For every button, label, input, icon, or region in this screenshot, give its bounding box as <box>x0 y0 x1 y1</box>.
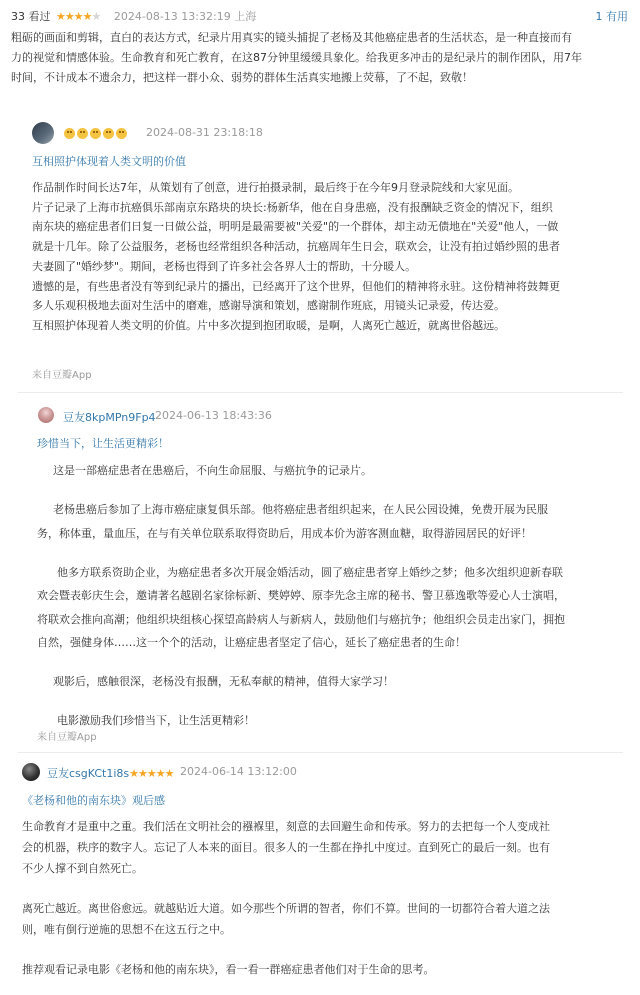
review-line: 务，称体重，量血压，在与有关单位联系取得资助后，用成本价为游客测血糖，取得游园居民的好评！ <box>37 526 532 540</box>
star-icon: ★ <box>64 10 74 23</box>
review-line: 推荐观看记录电影《老杨和他的南东块》，看一看一群癌症患者他们对于生命的思考。 <box>22 963 435 976</box>
review-title[interactable]: 互相照护体现着人类文明的价值 <box>32 155 186 168</box>
divider <box>18 392 623 393</box>
star-icon: ★ <box>82 10 92 23</box>
rating-stars <box>129 767 173 780</box>
watch-count: 33 看过 <box>11 10 51 23</box>
review-line: 这是一部癌症患者在患癌后，不向生命屈服、与癌抗争的记录片。 <box>53 464 372 477</box>
review-title[interactable]: 珍惜当下，让生活更精彩！ <box>37 437 169 450</box>
username-link[interactable]: 豆友8kpMPn9Fp4 <box>63 411 156 424</box>
review-line: 多人乐观积极地去面对生活中的磨难，感谢导演和策划，感谢制作班底，用镜头记录爱，传达爱。 <box>32 299 505 313</box>
review-line: 老杨患癌后参加了上海市癌症康复俱乐部。他将癌症患者组织起来，在人民公园设摊，免费开展为民服 <box>53 503 548 517</box>
star-icon: ★ <box>73 10 83 23</box>
star-icon: ★ <box>155 767 165 780</box>
review-line: 互相照护体现着人类文明的价值。片中多次提到抱团取暖，是啊，人离死亡越近，就离世俗越远。 <box>32 318 505 332</box>
review-line: 会的机器，秩序的数字人。忘记了人本来的面目。很多人的一生都在挣扎中度过。直到死亡的最后一刻。也有 <box>22 841 550 854</box>
review-line: 力的视觉和情感体验。生命教育和死亡教育，在这87分钟里缓缓具象化。给我更多冲击的是纪录片的制作团队，用7年 <box>11 51 582 64</box>
review-line: 粗砺的画面和剪辑，直白的表达方式，纪录片用真实的镜头捕捉了老杨及其他癌症患者的生活状态，是一种直接而有 <box>11 31 572 44</box>
source-label: 来自豆瓣App <box>37 732 97 743</box>
star-icon: ★ <box>164 767 174 780</box>
emoji-icon <box>103 128 114 139</box>
review-line: 南东块的癌症患者们日复一日做公益，明明是最需要被"关爱"的一个群体，却主动无债地在"关爱"他人，一做 <box>32 220 559 234</box>
review-line: 时间，不计成本不遗余力，把这样一群小众、弱势的群体生活真实地搬上荧幕，了不起，致敬！ <box>11 71 473 84</box>
star-icon: ★ <box>91 10 101 23</box>
review-line: 则，唯有倒行逆施的思想不在这五行之中。 <box>22 923 231 936</box>
review-line: 将联欢会推向高潮；他组织块组核心探望高龄病人与新病人，鼓励他们与癌抗争；他组织会员走出家门，拥抱 <box>37 612 565 626</box>
emoji-icon <box>64 128 75 139</box>
star-icon: ★ <box>146 767 156 780</box>
avatar[interactable] <box>32 122 54 144</box>
star-icon: ★ <box>129 767 139 780</box>
review-line: 自然，强健身体……这一个个的活动，让癌症患者坚定了信心，延长了癌症患者的生命！ <box>37 635 466 649</box>
review-line: 观影后，感触很深，老杨没有报酬，无私奉献的精神，值得大家学习！ <box>53 675 394 689</box>
avatar[interactable] <box>22 763 40 781</box>
review-title[interactable]: 《老杨和他的南东块》观后感 <box>22 794 165 807</box>
emoji-icon <box>90 128 101 139</box>
star-icon: ★ <box>138 767 147 780</box>
review-datetime: 2024-08-31 23:18:18 <box>146 126 263 139</box>
review-line: 就是十几年。除了公益服务，老杨也经常组织各种活动，抗癌周年生日会，联欢会，让没有拍过婚纱照的患者 <box>32 240 560 254</box>
emoji-icon <box>77 128 88 139</box>
review-line: 夫妻圆了"婚纱梦"。期间，老杨也得到了许多社会各界人士的帮助，十分暖人。 <box>32 259 417 273</box>
review-datetime: 2024-06-14 13:12:00 <box>180 765 297 778</box>
username-link[interactable]: 豆友csgKCt1i8s <box>47 767 130 780</box>
review-datetime: 2024-06-13 18:43:36 <box>155 409 272 422</box>
divider <box>18 752 623 753</box>
rating-emojis <box>64 126 129 139</box>
review-line: 电影激励我们珍惜当下，让生活更精彩！ <box>57 714 255 728</box>
source-label: 来自豆瓣App <box>32 370 92 381</box>
review-line: 片子记录了上海市抗癌俱乐部南京东路块的块长:杨新华，他在自身患癌，没有报酬缺乏资金的情况下，组织 <box>32 200 553 214</box>
review-line: 作品制作时间长达7年，从策划有了创意，进行拍摄录制，最后终于在今年9月登录院线和大家见面。 <box>32 181 519 194</box>
review-line: 离死亡越近。离世俗愈远。就越贴近大道。如今那些个所谓的智者，你们不算。世间的一切都符合着大道之法 <box>22 902 550 915</box>
star-icon: ★ <box>56 10 65 23</box>
avatar[interactable] <box>38 407 54 423</box>
review-line: 生命教育才是重中之重。我们活在文明社会的襁褓里，刻意的去回避生命和传承。努力的去把每一个人变成社 <box>22 820 550 833</box>
emoji-icon <box>116 128 127 139</box>
review-line: 欢会暨表彰庆生会，邀请著名越剧名家徐标新、樊婷婷、原李先念主席的秘书、警卫慕逸歌等爱心人士演唱， <box>37 589 565 603</box>
rating-stars <box>56 10 100 23</box>
review-datetime: 2024-08-13 13:32:19 上海 <box>113 10 257 23</box>
review-line: 他多方联系资助企业，为癌症患者多次开展金婚活动，圆了癌症患者穿上婚纱之梦；他多次组织迎新春联 <box>57 565 563 579</box>
useful-button[interactable]: 1 有用 <box>595 10 628 23</box>
review-line: 不少人撑不到自然死亡。 <box>22 862 143 875</box>
review-line: 遗憾的是，有些患者没有等到纪录片的播出，已经离开了这个世界，但他们的精神将永驻。这份精神将鼓舞更 <box>32 279 560 293</box>
